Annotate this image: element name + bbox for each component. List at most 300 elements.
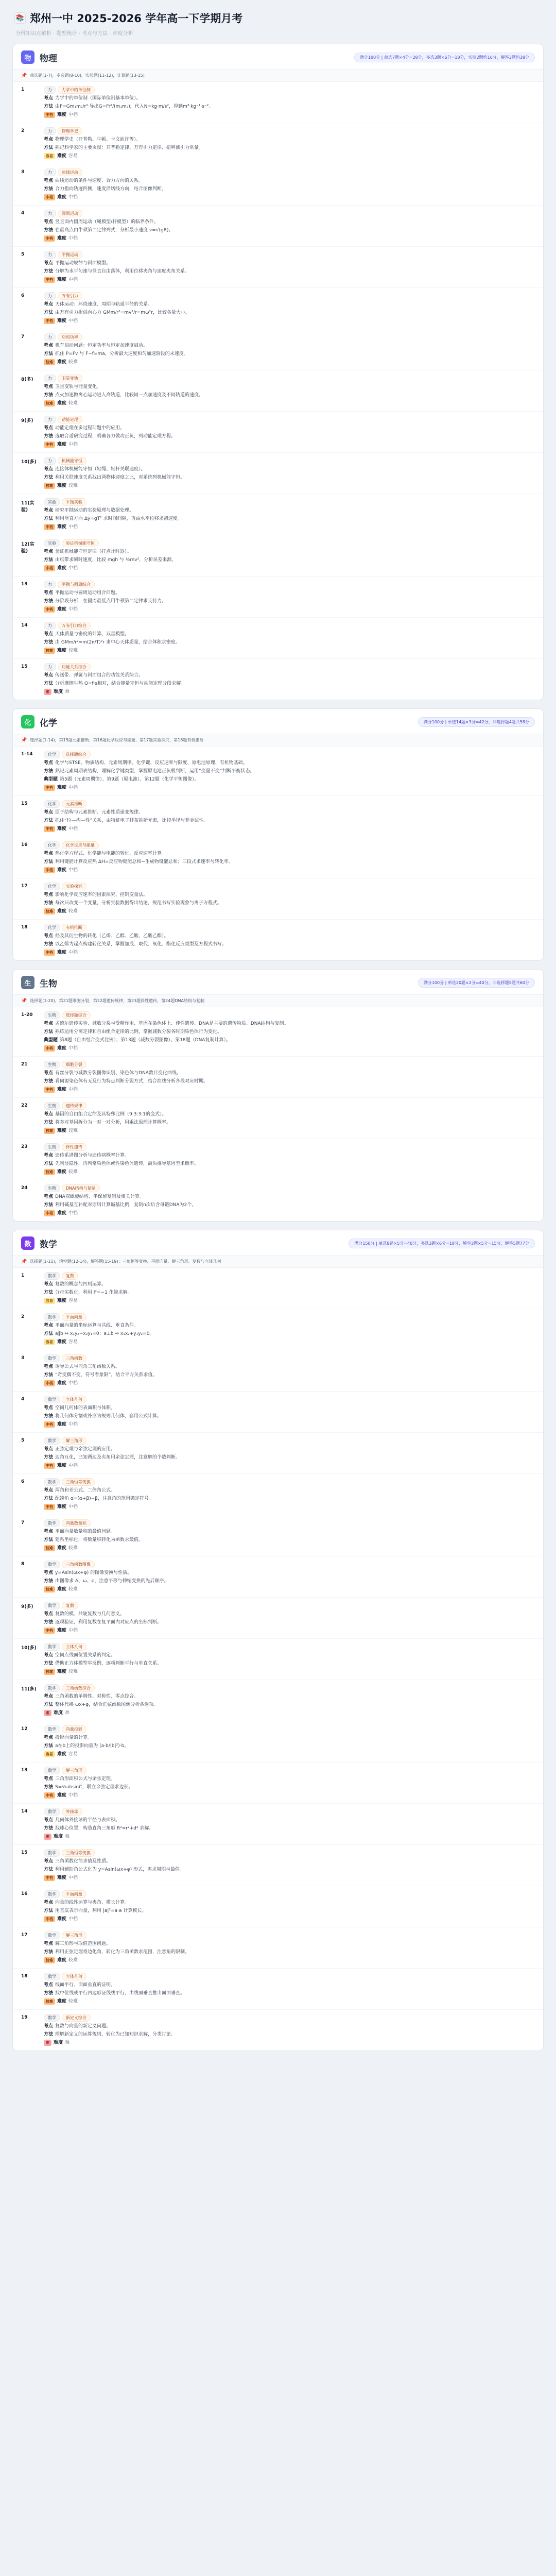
question-row [13,453,543,494]
question-number: 2 [21,1314,25,1319]
analysis-line [44,103,535,110]
topic-tag: 细胞分裂 [62,1061,86,1069]
topic-tag: 复数 [62,1272,78,1280]
analysis-text: 验证机械能守恒定律（打点计时器）。 [55,549,132,554]
difficulty-label: 难度 [57,1793,67,1798]
analysis-text: 原子结构与元素推断、元素性质递变规律。 [55,810,144,815]
analysis-line [44,1289,535,1296]
analysis-line [44,1322,535,1329]
difficulty-line [44,1709,535,1717]
analysis-text: 分析摩擦生热 Q=f·s相对，结合能量守恒与动能定理分段求解。 [55,681,186,686]
question-body [44,292,535,325]
difficulty-value: 较难 [68,401,78,406]
analysis-line [44,309,535,316]
difficulty-label: 难度 [57,868,67,873]
question-row [13,2010,543,2050]
difficulty-line [44,276,535,283]
analysis-text: 曲线运动的条件与速度、合力方向的关系。 [55,178,144,183]
topic-tag: 万有引力 [58,292,82,300]
analysis-label: 方法 [44,681,54,686]
difficulty-line [44,111,535,118]
difficulty-line [44,359,535,366]
difficulty-badge: 容易 [44,153,55,159]
difficulty-label: 难度 [57,401,67,406]
analysis-label: 方法 [44,1331,54,1336]
question-body [44,663,535,696]
analysis-line [44,2031,535,2038]
question-row [13,164,543,206]
knowledge-tag: 力 [44,622,56,630]
difficulty-line [44,523,535,531]
question-row [13,1556,543,1598]
analysis-text: 解三角形与取值范围问题。 [55,1941,111,1946]
difficulty-line [44,688,535,696]
analysis-text: 合力指向轨迹凹侧，速度沿切线方向，结合图像判断。 [55,187,167,192]
question-row [13,288,543,329]
question-row [13,577,543,618]
analysis-text: 复数与向量的新定义问题。 [55,2024,111,2029]
question-tags [44,883,535,890]
analysis-line [44,598,535,605]
difficulty-line [44,949,535,956]
difficulty-badge: 中档 [44,1463,55,1469]
topic-tag: 三角恒等变换 [62,1849,95,1857]
question-tags [44,1519,535,1527]
question-tags [44,2014,535,2022]
analysis-line [44,1160,535,1167]
subject-title-group [21,976,57,989]
knowledge-tag: 力 [44,375,56,382]
analysis-line [44,672,535,679]
difficulty-line [44,1421,535,1428]
difficulty-label: 难度 [57,566,67,571]
difficulty-line [44,235,535,242]
question-row [13,206,543,247]
analysis-line [44,1070,535,1077]
question-number: 2 [21,128,25,133]
difficulty-line [44,1792,535,1799]
difficulty-label: 难度 [57,1628,67,1633]
difficulty-label: 难度 [57,1128,67,1133]
difficulty-label: 难度 [57,442,67,447]
question-body [44,375,535,407]
question-body [44,1725,535,1758]
difficulty-value: 难 [65,1710,70,1716]
analysis-label: 方法 [44,640,54,645]
difficulty-line [44,1627,535,1634]
question-row [13,1474,543,1515]
difficulty-badge: 中档 [44,318,55,324]
analysis-text: 分阶段分析，在圆周最低点用牛顿第二定律求支持力。 [55,599,167,604]
question-body [44,2014,535,2046]
question-row [13,1268,543,1309]
question-number: 1-14 [21,752,33,757]
knowledge-tag: 数学 [44,1767,60,1774]
knowledge-tag: 化学 [44,751,60,758]
knowledge-tag: 实验 [44,498,60,506]
knowledge-tag: 力 [44,416,56,423]
analysis-text: 熟记元素周期表结构，理解化学键类型，掌握原电池正负极判断，运用“变量不变”判断平衡状态。 [55,769,255,774]
question-number: 12(实验) [21,542,34,554]
analysis-text: DNA双螺旋结构、半保留复制及相关计算。 [55,1194,144,1199]
difficulty-value: 较难 [68,360,78,365]
knowledge-tag: 数学 [44,2014,60,2022]
difficulty-label: 难度 [57,1958,67,1963]
difficulty-badge: 中档 [44,1504,55,1510]
analysis-text: 将几何体分割或补形为规则几何体，套用公式计算。 [55,1414,162,1419]
analysis-label: 考点 [44,1021,54,1026]
question-body [44,416,535,448]
analysis-label: 考点 [44,1859,54,1864]
difficulty-badge: 难 [44,689,51,695]
analysis-line [44,850,535,857]
analysis-line [44,776,535,783]
difficulty-badge: 中档 [44,1210,55,1216]
analysis-text: 诱导公式与同角三角函数关系。 [55,1364,120,1369]
topic-tag: 新定义综合 [62,2014,91,2022]
analysis-text: 分母实数化，利用 i²=−1 化简求解。 [55,1290,132,1295]
question-number: 15 [21,664,28,669]
difficulty-line [44,1086,535,1093]
analysis-label: 方法 [44,1496,54,1501]
analysis-label: 考点 [44,1112,54,1117]
analysis-label: 考点 [44,426,54,431]
analysis-text: 机车启动问题：恒定功率与恒定加速度启动。 [55,343,148,348]
difficulty-badge: 中档 [44,1792,55,1799]
question-tags [44,210,535,217]
difficulty-value: 较难 [68,1546,78,1551]
difficulty-badge: 较难 [44,1545,55,1551]
analysis-label: 考点 [44,1818,54,1823]
analysis-line [44,1858,535,1865]
difficulty-value: 中档 [68,1463,78,1468]
question-row [13,82,543,123]
analysis-text: 平面向量数量积的最值问题。 [55,1529,116,1534]
analysis-label: 考点 [44,590,54,596]
analysis-text: 投影向量的计算。 [55,1735,93,1740]
knowledge-tag: 数学 [44,1849,60,1857]
question-tags [44,924,535,931]
analysis-line [44,1111,535,1118]
difficulty-badge: 较难 [44,359,55,365]
question-row [13,1433,543,1474]
difficulty-value: 中档 [68,868,78,873]
difficulty-line [44,867,535,874]
topic-tag: 向量投影 [62,1725,86,1733]
analysis-line [44,2023,535,2030]
analysis-label: 考点 [44,1529,54,1534]
topic-tag: 三角函数图像 [62,1561,95,1568]
analysis-label: 方法 [44,1908,54,1913]
knowledge-tag: 力 [44,292,56,300]
analysis-label: 考点 [44,261,54,266]
analysis-text: 空间点线面位置关系的判定。 [55,1653,116,1658]
analysis-label: 方法 [44,1120,54,1125]
question-row [13,659,543,700]
analysis-text: 逐项验证，利用复数在复平面内对应点的坐标判断。 [55,1620,162,1625]
question-row [13,1007,543,1057]
difficulty-line [44,784,535,791]
analysis-text: 热化学方程式、化学能与电能的转化、反应速率计算。 [55,851,167,856]
analysis-line [44,1652,535,1659]
analysis-text: “奇变偶不变，符号看象限”，结合平方关系求值。 [55,1372,158,1378]
section-note [13,994,543,1007]
subject-name: 物理 [40,53,57,64]
question-number: 15 [21,1850,28,1855]
pin-icon: 📌 [21,1259,27,1264]
analysis-label: 考点 [44,632,54,637]
score-summary-badge: 满分100分 | 单选14题×3分=42分，非选择题4题共58分 [418,717,535,727]
subject-card-chemistry [12,708,544,961]
analysis-line [44,515,535,522]
analysis-label: 方法 [44,1414,54,1419]
analysis-label: 考点 [44,508,54,513]
analysis-text: 每次只改变一个变量，分析实验数据得出结论，规范书写实验现象与离子方程式。 [55,901,222,906]
knowledge-tag: 实验 [44,539,60,547]
analysis-text: y=Asin(ωx+φ) 的图像变换与性质。 [55,1570,132,1575]
question-number: 17 [21,884,28,889]
analysis-text: 借助正方体模型举反例，逐项判断平行与垂直关系。 [55,1661,162,1666]
knowledge-tag: 数学 [44,1808,60,1816]
analysis-text: 平抛运动与圆周运动组合问题。 [55,590,120,596]
analysis-line [44,425,535,432]
subject-header [13,1230,543,1255]
difficulty-value: 中档 [68,1504,78,1510]
analysis-text: 建系坐标化，将数量积转化为函数求最值。 [55,1537,144,1543]
analysis-label: 考点 [44,760,54,766]
analysis-text: 遗传系谱图分析与遗传病概率计算。 [55,1153,130,1158]
question-tags [44,841,535,849]
analysis-line [44,474,535,481]
topic-tag: 三角恒等变换 [62,1478,95,1486]
difficulty-line [44,400,535,407]
analysis-label: 考点 [44,1194,54,1199]
difficulty-line [44,441,535,448]
title-row [14,10,542,26]
analysis-text: 平面向量的坐标运算与共线、垂直条件。 [55,1323,139,1328]
difficulty-value: 中档 [68,1628,78,1633]
analysis-label: 考点 [44,343,54,348]
analysis-label: 考点 [44,1570,54,1575]
difficulty-line [44,1751,535,1758]
knowledge-tag: 数学 [44,1725,60,1733]
analysis-line [44,809,535,816]
question-number: 13 [21,1768,28,1773]
difficulty-value: 容易 [68,1752,78,1757]
difficulty-line [44,1586,535,1593]
question-row [13,618,543,659]
analysis-text: 在最高点由牛顿第二定律列式，分析最小速度 v=√(gR)。 [55,228,173,233]
question-tags [44,622,535,630]
topic-tag: 力学中的单位制 [58,86,95,94]
question-tags [44,1602,535,1609]
analysis-line [44,507,535,514]
analysis-line [44,1866,535,1873]
header [12,7,544,44]
question-row [13,1927,543,1969]
subject-title-group [21,1236,57,1250]
question-tags [44,457,535,465]
question-number: 1 [21,87,25,92]
question-number: 19 [21,2015,28,2020]
question-body [44,1061,535,1093]
question-number: 6 [21,1479,25,1484]
question-tags [44,1561,535,1568]
question-number: 11(实验) [21,501,34,513]
analysis-line [44,639,535,646]
section-note [13,734,543,747]
analysis-line [44,218,535,226]
question-number: 24 [21,1185,28,1191]
topic-tag: 圆周运动 [58,210,82,217]
analysis-text: 三角函数的单调性、对称性、零点综合。 [55,1694,139,1699]
analysis-label: 考点 [44,178,54,183]
analysis-line [44,891,535,899]
knowledge-tag: 力 [44,86,56,94]
question-row [13,412,543,453]
subject-title-group [21,715,57,728]
analysis-label: 方法 [44,1826,54,1831]
analysis-text: 由图像求 A、ω、φ，注意平移与伸缩变换的先后顺序。 [55,1579,169,1584]
subject-header [13,709,543,734]
difficulty-line [44,1127,535,1134]
difficulty-badge: 中档 [44,442,55,448]
analysis-label: 方法 [44,1372,54,1378]
difficulty-value: 较难 [68,1958,78,1963]
question-row [13,1598,543,1639]
difficulty-label: 难度 [54,1834,63,1839]
question-row [13,1639,543,1680]
difficulty-line [44,2039,535,2046]
analysis-line [44,1734,535,1741]
question-number: 5 [21,252,25,257]
analysis-line [44,1907,535,1914]
topic-tag: 验证机械能守恒 [62,539,99,547]
analysis-text: 连接体机械能守恒（轻绳、轻杆关联速度）。 [55,467,146,472]
analysis-text: 分解为水平匀速与竖直自由落体，利用位移夹角与速度夹角关系。 [55,269,190,274]
analysis-label: 考点 [44,137,54,142]
analysis-text: 几何体外接球的半径与表面积。 [55,1818,120,1823]
knowledge-tag: 数学 [44,1973,60,1980]
difficulty-badge: 中档 [44,1916,55,1922]
difficulty-label: 难度 [57,607,67,612]
knowledge-tag: 数学 [44,1354,60,1362]
question-row [13,123,543,164]
difficulty-label: 难度 [57,483,67,488]
analysis-line [44,1487,535,1494]
analysis-label: 考点 [44,1153,54,1158]
analysis-text: 利用键能计算反应热 ΔH=反应物键能总和−生成物键能总和；三段式求速率与转化率。 [55,859,233,865]
question-tags [44,1478,535,1486]
question-body [44,1011,535,1052]
analysis-line [44,1948,535,1956]
difficulty-value: 容易 [68,1340,78,1345]
analysis-text: 向量的线性运算与夹角、模长计算。 [55,1900,130,1905]
analysis-label: 方法 [44,228,54,233]
analysis-label: 方法 [44,769,54,774]
topic-tag: 三角函数综合 [62,1684,95,1692]
question-tags [44,127,535,135]
question-tags [44,1061,535,1069]
question-body [44,1561,535,1593]
analysis-label: 方法 [44,2032,54,2037]
analysis-label: 方法 [44,818,54,823]
analysis-line [44,1619,535,1626]
topic-tag: 向量数量积 [62,1519,91,1527]
subject-name: 生物 [40,978,57,989]
difficulty-label: 难度 [57,1170,67,1175]
difficulty-label: 难度 [57,1381,67,1386]
analysis-label: 方法 [44,1867,54,1872]
analysis-text: 整体代换 ωx+φ，结合正弦函数图像分析各选项。 [55,1702,159,1707]
question-tags [44,1643,535,1651]
difficulty-line [44,1957,535,1964]
question-tags [44,1849,535,1857]
question-body [44,924,535,956]
topic-tag: 机械能守恒 [58,457,86,465]
difficulty-badge: 中档 [44,1875,55,1881]
difficulty-badge: 中档 [44,785,55,791]
analysis-text: 由F=Gm₁m₂/r² 导出G=Fr²/(m₁m₂)，代入N=kg·m/s²，得到m³·kg⁻¹·s⁻²。 [55,104,214,109]
question-number: 1 [21,1273,25,1278]
question-body [44,1849,535,1882]
question-number: 3 [21,170,25,175]
difficulty-badge: 容易 [44,1751,55,1757]
knowledge-tag: 力 [44,457,56,465]
question-body [44,1313,535,1346]
analysis-line [44,1817,535,1824]
question-tags [44,1102,535,1110]
knowledge-tag: 数学 [44,1890,60,1898]
section-note [13,69,543,82]
difficulty-line [44,482,535,489]
difficulty-value: 中档 [68,1917,78,1922]
knowledge-tag: 生物 [44,1011,60,1019]
difficulty-badge: 较难 [44,1586,55,1592]
question-tags [44,1973,535,1980]
analysis-text: 由纸带求瞬时速度，比较 mgh 与 ½mv²，分析误差来源。 [55,557,177,563]
analysis-line [44,1454,535,1461]
topic-tag: 三角函数 [62,1354,86,1362]
question-tags [44,800,535,808]
difficulty-label: 难度 [57,1463,67,1468]
knowledge-tag: 数学 [44,1931,60,1939]
difficulty-label: 难度 [57,950,67,955]
difficulty-line [44,606,535,613]
analysis-label: 考点 [44,219,54,225]
difficulty-badge: 中档 [44,1087,55,1093]
question-tags [44,168,535,176]
analysis-label: 考点 [44,1776,54,1782]
difficulty-value: 中档 [68,112,78,117]
question-number: 13 [21,582,28,587]
difficulty-label: 难度 [57,1046,67,1051]
analysis-text: 天体运动：环绕速度、周期与轨道半径的关系。 [55,302,153,307]
question-number: 3 [21,1355,25,1361]
difficulty-value: 中档 [68,566,78,571]
section-note-text: 选择题(1-11)，填空题(12-14)，解答题(15-19)：三角恒等变换、平面向量、解三角形、复数与立体几何 [30,1259,221,1264]
analysis-label: 考点 [44,810,54,815]
analysis-line [44,227,535,234]
difficulty-badge: 中档 [44,606,55,613]
question-row [13,1762,543,1804]
document-icon: 📚 [14,12,26,24]
difficulty-value: 中档 [68,1381,78,1386]
analysis-line [44,1119,535,1126]
topic-tag: 动能定理 [58,416,82,423]
analysis-line [44,350,535,358]
question-body [44,1808,535,1840]
